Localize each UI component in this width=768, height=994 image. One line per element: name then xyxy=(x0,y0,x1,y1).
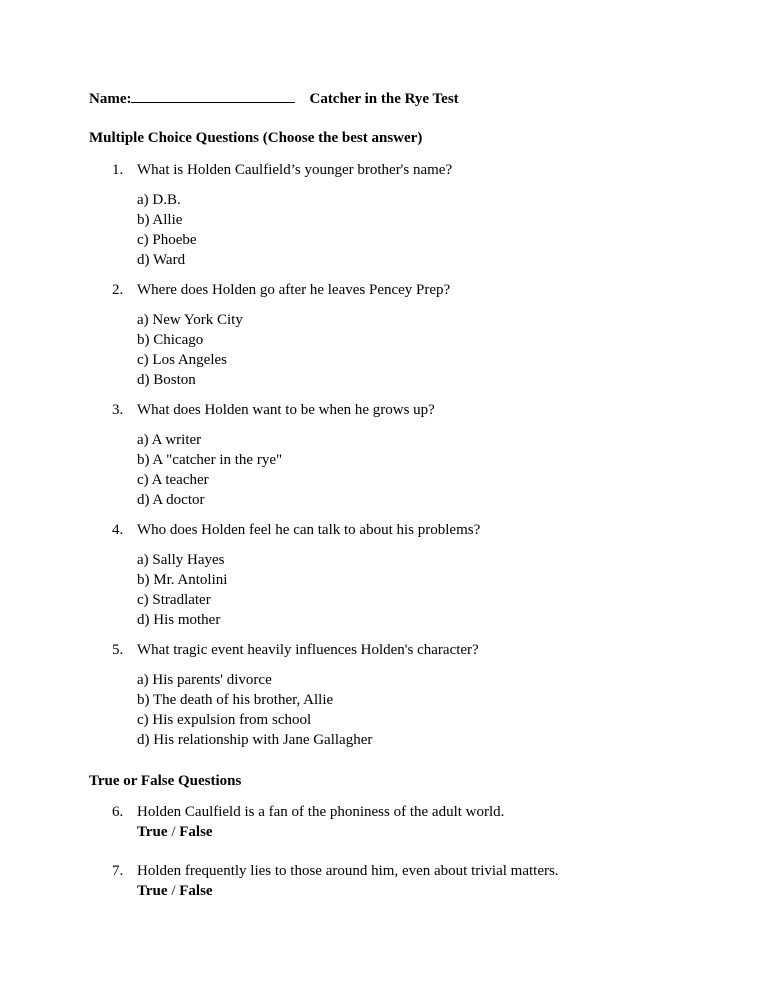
option-item[interactable]: a) D.B. xyxy=(137,192,181,208)
option-item[interactable]: a) Sally Hayes xyxy=(137,552,225,568)
option-item[interactable]: c) Phoebe xyxy=(137,232,197,248)
option-item[interactable]: d) A doctor xyxy=(137,492,205,508)
option-item[interactable]: a) His parents' divorce xyxy=(137,672,272,688)
question-text: Holden frequently lies to those around him, even about trivial matters. xyxy=(137,863,559,879)
option-item[interactable]: b) A "catcher in the rye" xyxy=(137,452,283,468)
option-item[interactable]: c) Stradlater xyxy=(137,592,211,608)
question-row xyxy=(89,640,689,660)
question-block xyxy=(89,520,689,630)
option-item[interactable]: d) Boston xyxy=(137,372,196,388)
false-option[interactable]: False xyxy=(179,824,213,840)
question-text: Where does Holden go after he leaves Pencey Prep? xyxy=(137,282,451,298)
true-false-answer-line xyxy=(137,881,689,901)
option-item[interactable]: b) Allie xyxy=(137,212,183,228)
question-text: Holden Caulfield is a fan of the phoniness of the adult world. xyxy=(137,804,505,820)
question-row xyxy=(89,400,689,420)
option-item[interactable]: c) A teacher xyxy=(137,472,209,488)
question-block xyxy=(89,160,689,270)
document-content xyxy=(89,88,689,920)
question-block xyxy=(89,802,689,842)
question-number: 2. xyxy=(112,282,124,298)
question-number: 7. xyxy=(112,863,124,879)
question-number: 5. xyxy=(112,642,124,658)
question-number: 4. xyxy=(112,522,124,538)
question-number: 1. xyxy=(112,162,124,178)
true-false-separator: / xyxy=(167,824,180,840)
multiple-choice-heading: Multiple Choice Questions (Choose the best answer) xyxy=(89,130,423,146)
option-list xyxy=(137,310,689,390)
true-false-answer-line xyxy=(137,822,689,842)
test-title: Catcher in the Rye Test xyxy=(309,91,459,107)
question-row xyxy=(89,280,689,300)
question-text: Who does Holden feel he can talk to about his problems? xyxy=(137,522,481,538)
name-label: Name: xyxy=(89,91,132,107)
question-block xyxy=(89,400,689,510)
true-option[interactable]: True xyxy=(137,824,168,840)
option-item[interactable]: d) His relationship with Jane Gallagher xyxy=(137,732,373,748)
option-list xyxy=(137,670,689,750)
option-item[interactable]: b) Mr. Antolini xyxy=(137,572,228,588)
question-row xyxy=(89,861,689,881)
option-item[interactable]: a) New York City xyxy=(137,312,243,328)
true-false-separator: / xyxy=(167,883,180,899)
name-and-title-line xyxy=(89,88,689,109)
option-item[interactable]: b) The death of his brother, Allie xyxy=(137,692,334,708)
option-item[interactable]: c) His expulsion from school xyxy=(137,712,312,728)
option-item[interactable]: a) A writer xyxy=(137,432,202,448)
option-list xyxy=(137,550,689,630)
option-item[interactable]: b) Chicago xyxy=(137,332,204,348)
option-list xyxy=(137,430,689,510)
question-row xyxy=(89,520,689,540)
name-blank-field[interactable] xyxy=(131,88,295,103)
question-block xyxy=(89,861,689,901)
option-item[interactable]: d) His mother xyxy=(137,612,221,628)
question-row xyxy=(89,802,689,822)
option-item[interactable]: d) Ward xyxy=(137,252,186,268)
option-item[interactable]: c) Los Angeles xyxy=(137,352,227,368)
question-block xyxy=(89,280,689,390)
question-number: 6. xyxy=(112,804,124,820)
question-text: What tragic event heavily influences Holden's character? xyxy=(137,642,479,658)
question-text: What is Holden Caulfield’s younger brother's name? xyxy=(137,162,453,178)
true-option[interactable]: True xyxy=(137,883,168,899)
false-option[interactable]: False xyxy=(179,883,213,899)
question-block xyxy=(89,640,689,750)
question-text: What does Holden want to be when he grows up? xyxy=(137,402,435,418)
true-false-heading: True or False Questions xyxy=(89,773,242,789)
question-row xyxy=(89,160,689,180)
question-number: 3. xyxy=(112,402,124,418)
option-list xyxy=(137,190,689,270)
